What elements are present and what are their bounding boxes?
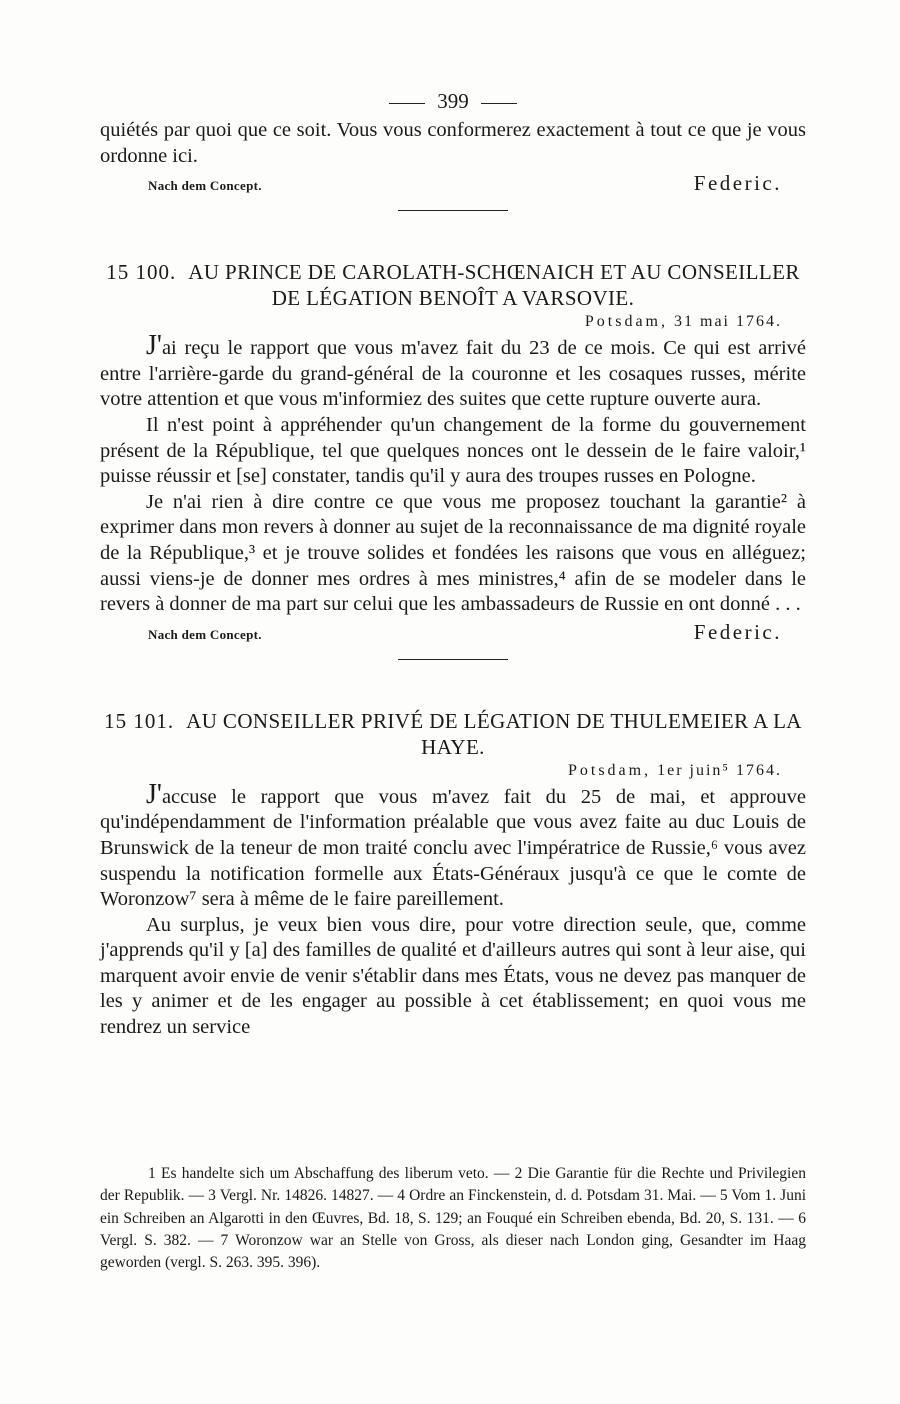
signature-block <box>100 620 806 645</box>
letter-heading <box>100 708 806 760</box>
signature: Federic. <box>693 171 782 196</box>
page-body <box>100 88 806 1041</box>
dateline <box>100 313 782 331</box>
paragraph: J'ai reçu le rapport que vous m'avez fait du 23 de ce mois. Ce qui est arrivé entre l'arrière-garde du grand-général de la couronne et les cosaques russes, mérite votre attention et que vous m'informiez des suites que cette rupture ouverte aura. <box>100 330 806 411</box>
letter-number: 15 100. <box>106 260 177 285</box>
paragraph: Au surplus, je veux bien vous dire, pour votre direction seule, que, comme j'apprends qu'il y [a] des familles de qualité et d'ailleurs autres qui sont à leur aise, qui marquent avoir envie de venir s'établir dans mes États, vous ne devez pas manquer de les y animer et de les engager au possible à cet établissement; en quoi vous me rendrez un service <box>100 913 806 1039</box>
dateline-date: 1er juin⁵ 1764. <box>657 761 782 779</box>
dateline-place: Potsdam, <box>584 313 668 331</box>
signature: Federic. <box>693 619 782 644</box>
footnote-text: 1 Es handelte sich um Abschaffung des liberum veto. — 2 Die Garantie für die Rechte und Privilegien der Republik. — 3 Vergl. Nr. 14826. 14827. — 4 Ordre an Finckenstein, d. d. Potsdam 31. Mai. — 5 Vom 1. Juni ein Schreiben an Algarotti in den Œuvres, Bd. 18, S. 129; an Fouqué ein Schreiben ebenda, Bd. 20, S. 131. — 6 Vergl. S. 382. — 7 Woronzow war an Stelle von Gross, als dieser nach London ging, Gesandter im Haag geworden (vergl. S. 263. 395. 396). <box>100 1165 806 1272</box>
footnotes <box>100 1163 806 1274</box>
section-divider <box>398 210 508 211</box>
page-number: 399 <box>437 89 469 113</box>
source-note: Nach dem Concept. <box>148 626 262 642</box>
source-note: Nach dem Concept. <box>148 178 262 194</box>
letter-number: 15 101. <box>104 708 175 733</box>
header-dash-right <box>481 103 517 104</box>
letter-recipient: AU CONSEILLER PRIVÉ DE LÉGATION DE THULEMEIER A LA HAYE. <box>186 708 802 759</box>
paragraph: Il n'est point à appréhender qu'un changement de la forme du gouvernement présent de la République, tel que quelques nonces ont le dessein de le faire valoir,¹ puisse réussir et [se] constater, tandis qu'il y aura des troupes russes en Pologne. <box>100 413 806 488</box>
letter-recipient: AU PRINCE DE CAROLATH-SCHŒNAICH ET AU CONSEILLER DE LÉGATION BENOÎT A VARSOVIE. <box>188 260 800 311</box>
letter-heading <box>100 259 806 311</box>
dateline-place: Potsdam, <box>567 761 652 779</box>
section-divider <box>398 659 508 660</box>
header-dash-left <box>389 103 425 104</box>
dateline <box>100 762 782 780</box>
signature-block <box>100 171 806 196</box>
continuation-text: quiétés par quoi que ce soit. Vous vous conformerez exactement à tout ce que je vous ordonne ici. <box>100 119 806 167</box>
dateline-date: 31 mai 1764. <box>674 313 782 331</box>
page-header <box>100 88 806 118</box>
paragraph: Je n'ai rien à dire contre ce que vous me proposez touchant la garantie² à exprimer dans mon revers à donner au sujet de la reconnaissance de ma dignité royale de la République,³ et je trouve solides et fondées les raisons que vous en alléguez; aussi viens-je de donner mes ordres à mes ministres,⁴ afin de se modeler dans le revers à donner de ma part sur celui que les ambassadeurs de Russie en ont donné . . . <box>100 490 806 616</box>
paragraph: J'accuse le rapport que vous m'avez fait du 25 de mai, et approuve qu'indépendamment de l'information préalable que vous avez faite au duc Louis de Brunswick de la teneur de mon traité conclu avec l'impératrice de Russie,⁶ vous avez suspendu la notification formelle aux États-Généraux jusqu'à ce que le comte de Woronzow⁷ sera à même de le faire pareillement. <box>100 778 806 911</box>
